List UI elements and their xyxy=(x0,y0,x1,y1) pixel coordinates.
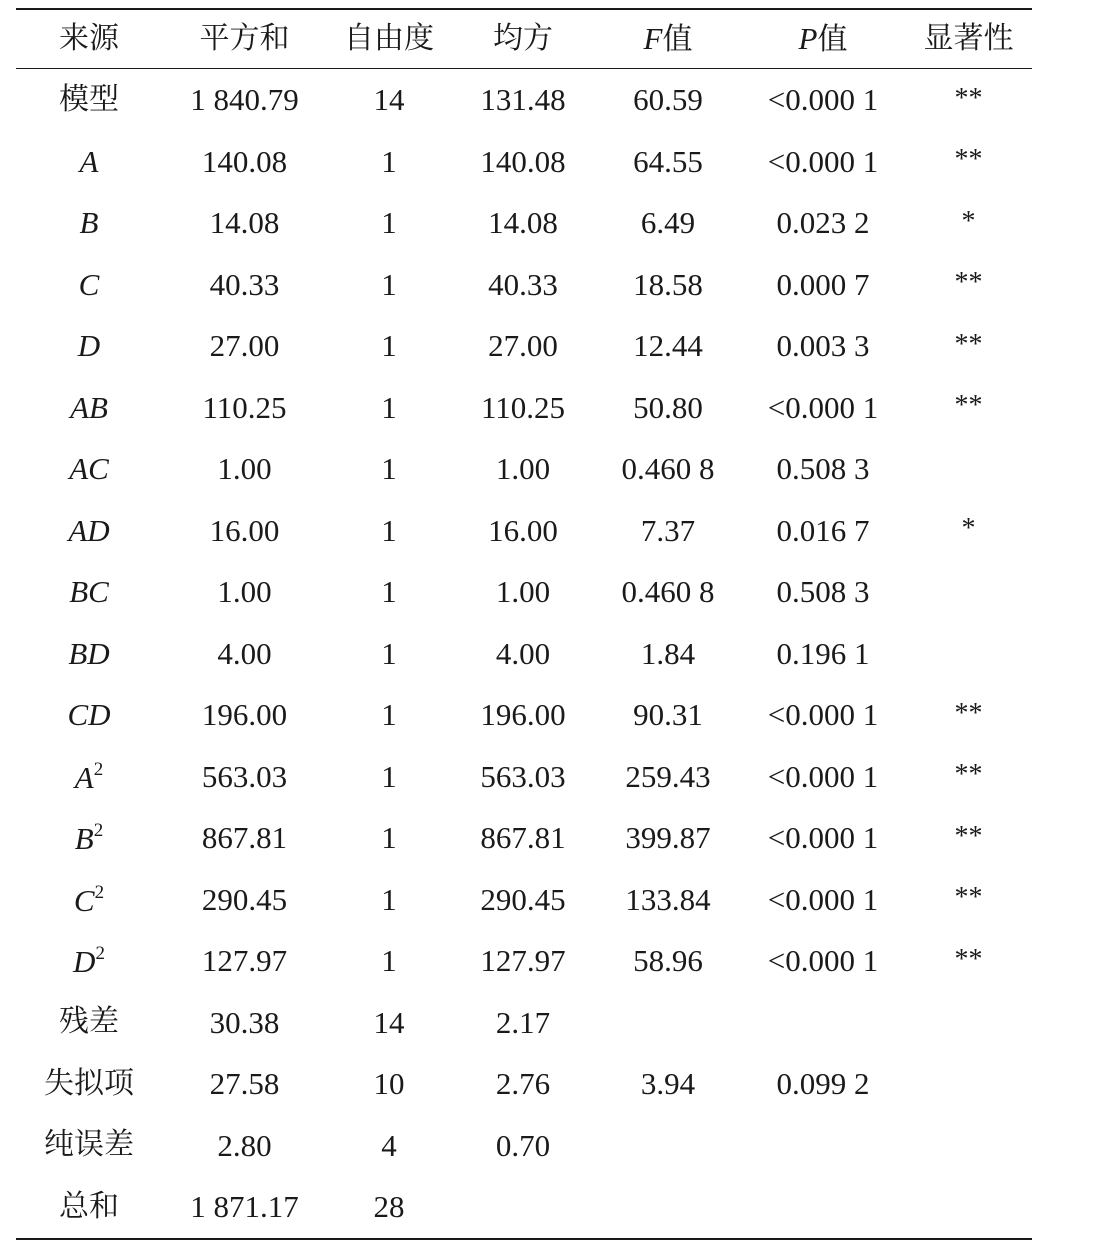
cell-degrees-of-freedom-text: 14 xyxy=(373,82,405,118)
cell-source xyxy=(16,205,162,241)
cell-sum-of-squares-text: 2.80 xyxy=(217,1127,272,1163)
cell-source-text: D xyxy=(77,328,101,364)
cell-source xyxy=(16,883,162,916)
cell-p-value-text: <0.000 1 xyxy=(767,143,879,179)
table-row xyxy=(16,315,1032,377)
cell-sum-of-squares xyxy=(162,1127,327,1163)
cell-mean-square-text: 110.25 xyxy=(480,389,566,425)
cell-f-value xyxy=(595,758,741,794)
cell-mean-square xyxy=(451,266,595,302)
cell-source xyxy=(16,1065,162,1101)
cell-sum-of-squares-text: 27.58 xyxy=(209,1066,280,1102)
table-header-row xyxy=(16,10,1032,68)
cell-significance xyxy=(905,883,1032,915)
cell-source-text: AD xyxy=(68,512,110,548)
cell-mean-square xyxy=(451,328,595,364)
header-mean-square xyxy=(451,21,595,56)
cell-significance-text: ** xyxy=(954,82,983,114)
cell-source xyxy=(16,943,162,980)
cell-sum-of-squares-text: 1 840.79 xyxy=(190,82,299,118)
cell-degrees-of-freedom xyxy=(327,266,451,302)
cell-degrees-of-freedom xyxy=(327,1189,451,1225)
cell-p-value-text: 0.508 3 xyxy=(776,574,870,610)
cell-mean-square xyxy=(451,820,595,856)
cell-degrees-of-freedom-text: 1 xyxy=(381,328,397,364)
cell-mean-square-text: 4.00 xyxy=(495,635,551,671)
cell-degrees-of-freedom xyxy=(327,635,451,671)
cell-sum-of-squares xyxy=(162,266,327,302)
cell-mean-square-text: 27.00 xyxy=(488,328,558,364)
cell-f-value xyxy=(595,943,741,979)
cell-p-value xyxy=(741,389,905,425)
cell-source xyxy=(16,389,162,425)
cell-sum-of-squares xyxy=(162,943,327,979)
cell-significance xyxy=(905,391,1032,423)
table-row xyxy=(16,69,1032,131)
cell-mean-square-text: 127.97 xyxy=(480,943,566,979)
cell-mean-square-text: 16.00 xyxy=(488,512,558,548)
cell-sum-of-squares-text: 1.00 xyxy=(217,574,272,610)
cell-source xyxy=(16,143,162,179)
cell-p-value-text: 0.003 3 xyxy=(776,328,870,364)
cell-f-value-text: 133.84 xyxy=(625,881,711,917)
cell-sum-of-squares xyxy=(162,389,327,425)
cell-f-value xyxy=(595,635,741,671)
cell-source-text: BD xyxy=(68,635,110,671)
cell-degrees-of-freedom-text: 1 xyxy=(381,943,397,979)
cell-mean-square xyxy=(451,82,595,118)
cell-sum-of-squares xyxy=(162,820,327,856)
cell-source-text: D xyxy=(73,944,96,980)
cell-significance-text: * xyxy=(961,205,976,237)
table-row xyxy=(16,561,1032,623)
cell-significance xyxy=(905,945,1032,977)
cell-degrees-of-freedom-text: 1 xyxy=(381,143,397,179)
cell-degrees-of-freedom-text: 1 xyxy=(381,389,397,425)
cell-mean-square-text: 867.81 xyxy=(480,820,566,856)
table-row xyxy=(16,500,1032,562)
cell-f-value xyxy=(595,574,741,610)
cell-sum-of-squares-text: 14.08 xyxy=(209,205,280,241)
cell-source-text: B xyxy=(74,821,94,857)
cell-sum-of-squares xyxy=(162,451,327,487)
cell-source xyxy=(16,1127,162,1163)
header-degrees-of-freedom xyxy=(327,21,451,56)
cell-source xyxy=(16,1004,162,1040)
cell-f-value-text: 12.44 xyxy=(633,328,703,364)
cell-sum-of-squares-text: 4.00 xyxy=(217,635,272,671)
cell-mean-square-text: 1.00 xyxy=(495,451,551,487)
cell-p-value xyxy=(741,512,905,548)
cell-significance-text: ** xyxy=(954,697,983,729)
table-row xyxy=(16,807,1032,869)
cell-sum-of-squares-text: 867.81 xyxy=(201,820,288,856)
table-row xyxy=(16,1053,1032,1115)
table-row xyxy=(16,746,1032,808)
cell-f-value xyxy=(595,143,741,179)
cell-degrees-of-freedom xyxy=(327,1127,451,1163)
cell-mean-square xyxy=(451,512,595,548)
cell-source-text: C xyxy=(73,882,95,918)
cell-p-value xyxy=(741,451,905,487)
cell-sum-of-squares xyxy=(162,881,327,917)
cell-mean-square-text: 140.08 xyxy=(480,143,566,179)
cell-source-text: AB xyxy=(70,389,108,425)
cell-p-value-text: 0.023 2 xyxy=(776,205,870,241)
cell-significance-text: ** xyxy=(954,144,983,176)
cell-p-value xyxy=(741,635,905,671)
cell-source-text: B xyxy=(79,205,99,241)
cell-sum-of-squares xyxy=(162,574,327,610)
cell-mean-square xyxy=(451,697,595,733)
cell-mean-square-text: 2.17 xyxy=(495,1004,551,1040)
cell-f-value xyxy=(595,328,741,364)
header-source-label: 来源 xyxy=(59,21,119,56)
cell-mean-square-text: 0.70 xyxy=(495,1127,551,1163)
cell-sum-of-squares xyxy=(162,758,327,794)
header-ss-label: 平方和 xyxy=(199,21,290,56)
table-body xyxy=(16,69,1032,1238)
cell-f-value-text: 7.37 xyxy=(640,512,696,548)
cell-f-value xyxy=(595,451,741,487)
cell-source-text: C xyxy=(78,266,100,302)
cell-sum-of-squares xyxy=(162,512,327,548)
cell-mean-square xyxy=(451,943,595,979)
cell-mean-square xyxy=(451,205,595,241)
cell-degrees-of-freedom xyxy=(327,389,451,425)
table-row xyxy=(16,684,1032,746)
cell-source-text: 总和 xyxy=(59,1188,119,1224)
cell-p-value-text: <0.000 1 xyxy=(767,820,879,856)
cell-degrees-of-freedom xyxy=(327,758,451,794)
cell-source-text: BC xyxy=(69,574,109,610)
cell-source xyxy=(16,266,162,302)
cell-degrees-of-freedom xyxy=(327,328,451,364)
cell-significance xyxy=(905,760,1032,792)
cell-p-value-text: 0.000 7 xyxy=(776,266,870,302)
cell-f-value xyxy=(595,266,741,302)
cell-source xyxy=(16,1188,162,1224)
cell-source xyxy=(16,81,162,117)
cell-degrees-of-freedom-text: 1 xyxy=(381,820,397,856)
cell-significance-text: ** xyxy=(954,328,983,360)
cell-significance xyxy=(905,84,1032,116)
cell-significance-text: ** xyxy=(954,759,983,791)
cell-p-value-text: <0.000 1 xyxy=(767,881,879,917)
cell-sum-of-squares xyxy=(162,635,327,671)
cell-mean-square-text: 2.76 xyxy=(495,1066,551,1102)
cell-p-value xyxy=(741,758,905,794)
cell-source-text: 残差 xyxy=(59,1004,119,1040)
cell-p-value xyxy=(741,143,905,179)
cell-degrees-of-freedom xyxy=(327,143,451,179)
cell-f-value-text: 50.80 xyxy=(633,389,703,425)
cell-sum-of-squares-text: 1.00 xyxy=(217,451,272,487)
cell-significance-text: ** xyxy=(954,943,983,975)
cell-degrees-of-freedom xyxy=(327,697,451,733)
cell-significance-text: * xyxy=(961,513,976,545)
cell-degrees-of-freedom-text: 1 xyxy=(381,451,397,487)
cell-degrees-of-freedom xyxy=(327,205,451,241)
cell-sum-of-squares-text: 16.00 xyxy=(209,512,280,548)
cell-significance xyxy=(905,699,1032,731)
cell-mean-square-text: 1.00 xyxy=(495,574,551,610)
cell-sum-of-squares xyxy=(162,143,327,179)
cell-sum-of-squares-text: 290.45 xyxy=(201,881,288,917)
cell-p-value xyxy=(741,1066,905,1102)
cell-source xyxy=(16,328,162,364)
header-p-symbol: P xyxy=(798,21,818,56)
cell-significance xyxy=(905,145,1032,177)
cell-degrees-of-freedom-text: 1 xyxy=(381,205,397,241)
cell-sum-of-squares-text: 1 871.17 xyxy=(190,1189,299,1225)
header-sum-of-squares xyxy=(162,21,327,56)
cell-source-text: A xyxy=(79,143,99,179)
cell-degrees-of-freedom xyxy=(327,574,451,610)
cell-sum-of-squares-text: 40.33 xyxy=(209,266,280,302)
cell-source xyxy=(16,635,162,671)
cell-f-value-text: 90.31 xyxy=(633,697,703,733)
table-row xyxy=(16,377,1032,439)
table-row xyxy=(16,1115,1032,1177)
cell-significance xyxy=(905,207,1032,239)
cell-sum-of-squares xyxy=(162,205,327,241)
cell-f-value xyxy=(595,389,741,425)
cell-f-value xyxy=(595,820,741,856)
cell-mean-square xyxy=(451,1004,595,1040)
cell-f-value-text: 6.49 xyxy=(640,205,696,241)
cell-mean-square xyxy=(451,143,595,179)
superscript-exponent: 2 xyxy=(95,943,105,965)
cell-p-value-text: 0.016 7 xyxy=(776,512,870,548)
cell-degrees-of-freedom-text: 1 xyxy=(381,758,397,794)
cell-degrees-of-freedom xyxy=(327,820,451,856)
superscript-exponent: 2 xyxy=(94,881,105,903)
cell-significance-text: ** xyxy=(954,390,983,422)
cell-p-value-text: <0.000 1 xyxy=(767,697,879,733)
cell-degrees-of-freedom xyxy=(327,1066,451,1102)
cell-source xyxy=(16,697,162,733)
header-significance xyxy=(905,21,1032,56)
cell-sum-of-squares xyxy=(162,1066,327,1102)
cell-significance-text: ** xyxy=(954,882,983,914)
cell-mean-square-text: 563.03 xyxy=(480,758,566,794)
cell-mean-square-text: 131.48 xyxy=(480,82,566,118)
cell-f-value xyxy=(595,881,741,917)
cell-mean-square xyxy=(451,1127,595,1163)
table-bottom-rule xyxy=(16,1238,1032,1240)
cell-mean-square xyxy=(451,635,595,671)
cell-significance xyxy=(905,514,1032,546)
cell-degrees-of-freedom xyxy=(327,512,451,548)
header-p-label: 值 xyxy=(817,22,848,57)
cell-source xyxy=(16,512,162,548)
cell-mean-square xyxy=(451,389,595,425)
cell-f-value-text: 259.43 xyxy=(625,758,711,794)
cell-degrees-of-freedom-text: 1 xyxy=(381,266,397,302)
cell-f-value xyxy=(595,1066,741,1102)
cell-source-text: A xyxy=(74,759,94,795)
cell-degrees-of-freedom-text: 1 xyxy=(381,512,397,548)
header-f-value xyxy=(595,23,741,55)
cell-degrees-of-freedom-text: 1 xyxy=(381,697,397,733)
cell-p-value-text: 0.099 2 xyxy=(776,1066,870,1102)
table-row xyxy=(16,1176,1032,1238)
cell-p-value-text: 0.508 3 xyxy=(776,451,870,487)
cell-p-value xyxy=(741,697,905,733)
table-row xyxy=(16,992,1032,1054)
cell-sum-of-squares xyxy=(162,1004,327,1040)
cell-mean-square xyxy=(451,758,595,794)
cell-f-value-text: 3.94 xyxy=(640,1066,696,1102)
cell-p-value-text: <0.000 1 xyxy=(767,943,879,979)
anova-table xyxy=(16,8,1032,1240)
cell-f-value-text: 0.460 8 xyxy=(621,451,715,487)
cell-f-value-text: 60.59 xyxy=(633,82,703,118)
cell-mean-square-text: 196.00 xyxy=(480,697,566,733)
cell-sum-of-squares xyxy=(162,328,327,364)
cell-degrees-of-freedom xyxy=(327,943,451,979)
cell-f-value-text: 58.96 xyxy=(633,943,703,979)
cell-degrees-of-freedom-text: 1 xyxy=(381,635,397,671)
cell-sum-of-squares-text: 110.25 xyxy=(202,389,287,425)
cell-p-value-text: <0.000 1 xyxy=(767,82,879,118)
header-p-value xyxy=(741,23,905,55)
cell-degrees-of-freedom-text: 1 xyxy=(381,574,397,610)
header-sig-label: 显著性 xyxy=(923,21,1014,56)
cell-f-value-text: 18.58 xyxy=(633,266,703,302)
cell-source-text: 模型 xyxy=(59,81,119,117)
cell-f-value-text: 399.87 xyxy=(625,820,711,856)
header-df-label: 自由度 xyxy=(344,21,434,56)
table-row xyxy=(16,192,1032,254)
table-row xyxy=(16,254,1032,316)
cell-p-value-text: 0.196 1 xyxy=(776,635,870,671)
cell-f-value xyxy=(595,512,741,548)
cell-source xyxy=(16,820,162,857)
cell-p-value-text: <0.000 1 xyxy=(767,389,879,425)
cell-p-value xyxy=(741,574,905,610)
table-row xyxy=(16,131,1032,193)
cell-degrees-of-freedom xyxy=(327,1004,451,1040)
cell-f-value-text: 64.55 xyxy=(633,143,703,179)
cell-degrees-of-freedom-text: 4 xyxy=(381,1127,397,1163)
cell-degrees-of-freedom xyxy=(327,881,451,917)
cell-degrees-of-freedom xyxy=(327,82,451,118)
superscript-exponent: 2 xyxy=(93,820,104,842)
cell-mean-square-text: 40.33 xyxy=(488,266,558,302)
cell-sum-of-squares xyxy=(162,82,327,118)
cell-source-text: 纯误差 xyxy=(44,1127,134,1163)
cell-significance xyxy=(905,330,1032,362)
cell-mean-square xyxy=(451,1066,595,1102)
cell-sum-of-squares-text: 563.03 xyxy=(201,758,288,794)
table-row xyxy=(16,930,1032,992)
cell-p-value xyxy=(741,266,905,302)
cell-degrees-of-freedom xyxy=(327,451,451,487)
cell-mean-square-text: 14.08 xyxy=(488,205,558,241)
cell-sum-of-squares-text: 127.97 xyxy=(201,943,288,979)
cell-p-value-text: <0.000 1 xyxy=(767,758,879,794)
cell-p-value xyxy=(741,943,905,979)
cell-mean-square xyxy=(451,574,595,610)
cell-source xyxy=(16,451,162,487)
cell-mean-square xyxy=(451,881,595,917)
superscript-exponent: 2 xyxy=(93,758,104,780)
cell-significance-text: ** xyxy=(954,267,983,299)
header-f-symbol: F xyxy=(643,21,663,56)
cell-f-value xyxy=(595,697,741,733)
cell-significance xyxy=(905,822,1032,854)
table-row xyxy=(16,438,1032,500)
cell-sum-of-squares-text: 27.00 xyxy=(209,328,280,364)
cell-p-value xyxy=(741,205,905,241)
cell-p-value xyxy=(741,82,905,118)
cell-significance-text: ** xyxy=(954,820,983,852)
cell-mean-square-text: 290.45 xyxy=(480,881,566,917)
cell-f-value-text: 1.84 xyxy=(640,635,696,671)
cell-degrees-of-freedom-text: 28 xyxy=(373,1189,405,1225)
cell-degrees-of-freedom-text: 14 xyxy=(373,1004,405,1040)
cell-source xyxy=(16,574,162,610)
table-row xyxy=(16,623,1032,685)
cell-sum-of-squares-text: 140.08 xyxy=(201,143,288,179)
cell-p-value xyxy=(741,881,905,917)
cell-degrees-of-freedom-text: 10 xyxy=(373,1066,405,1102)
header-source xyxy=(16,21,162,56)
cell-source xyxy=(16,760,162,793)
cell-significance xyxy=(905,268,1032,300)
cell-source-text: CD xyxy=(67,697,111,733)
cell-p-value xyxy=(741,820,905,856)
cell-sum-of-squares xyxy=(162,1189,327,1225)
header-f-label: 值 xyxy=(662,22,693,57)
cell-sum-of-squares-text: 30.38 xyxy=(209,1004,280,1040)
cell-f-value xyxy=(595,205,741,241)
cell-sum-of-squares xyxy=(162,697,327,733)
cell-mean-square xyxy=(451,451,595,487)
header-ms-label: 均方 xyxy=(493,21,553,56)
table-row xyxy=(16,869,1032,931)
cell-degrees-of-freedom-text: 1 xyxy=(381,881,397,917)
cell-p-value xyxy=(741,328,905,364)
cell-source-text: AC xyxy=(69,451,109,487)
cell-f-value xyxy=(595,82,741,118)
cell-source-text: 失拟项 xyxy=(44,1065,134,1101)
cell-f-value-text: 0.460 8 xyxy=(621,574,715,610)
cell-sum-of-squares-text: 196.00 xyxy=(201,697,288,733)
